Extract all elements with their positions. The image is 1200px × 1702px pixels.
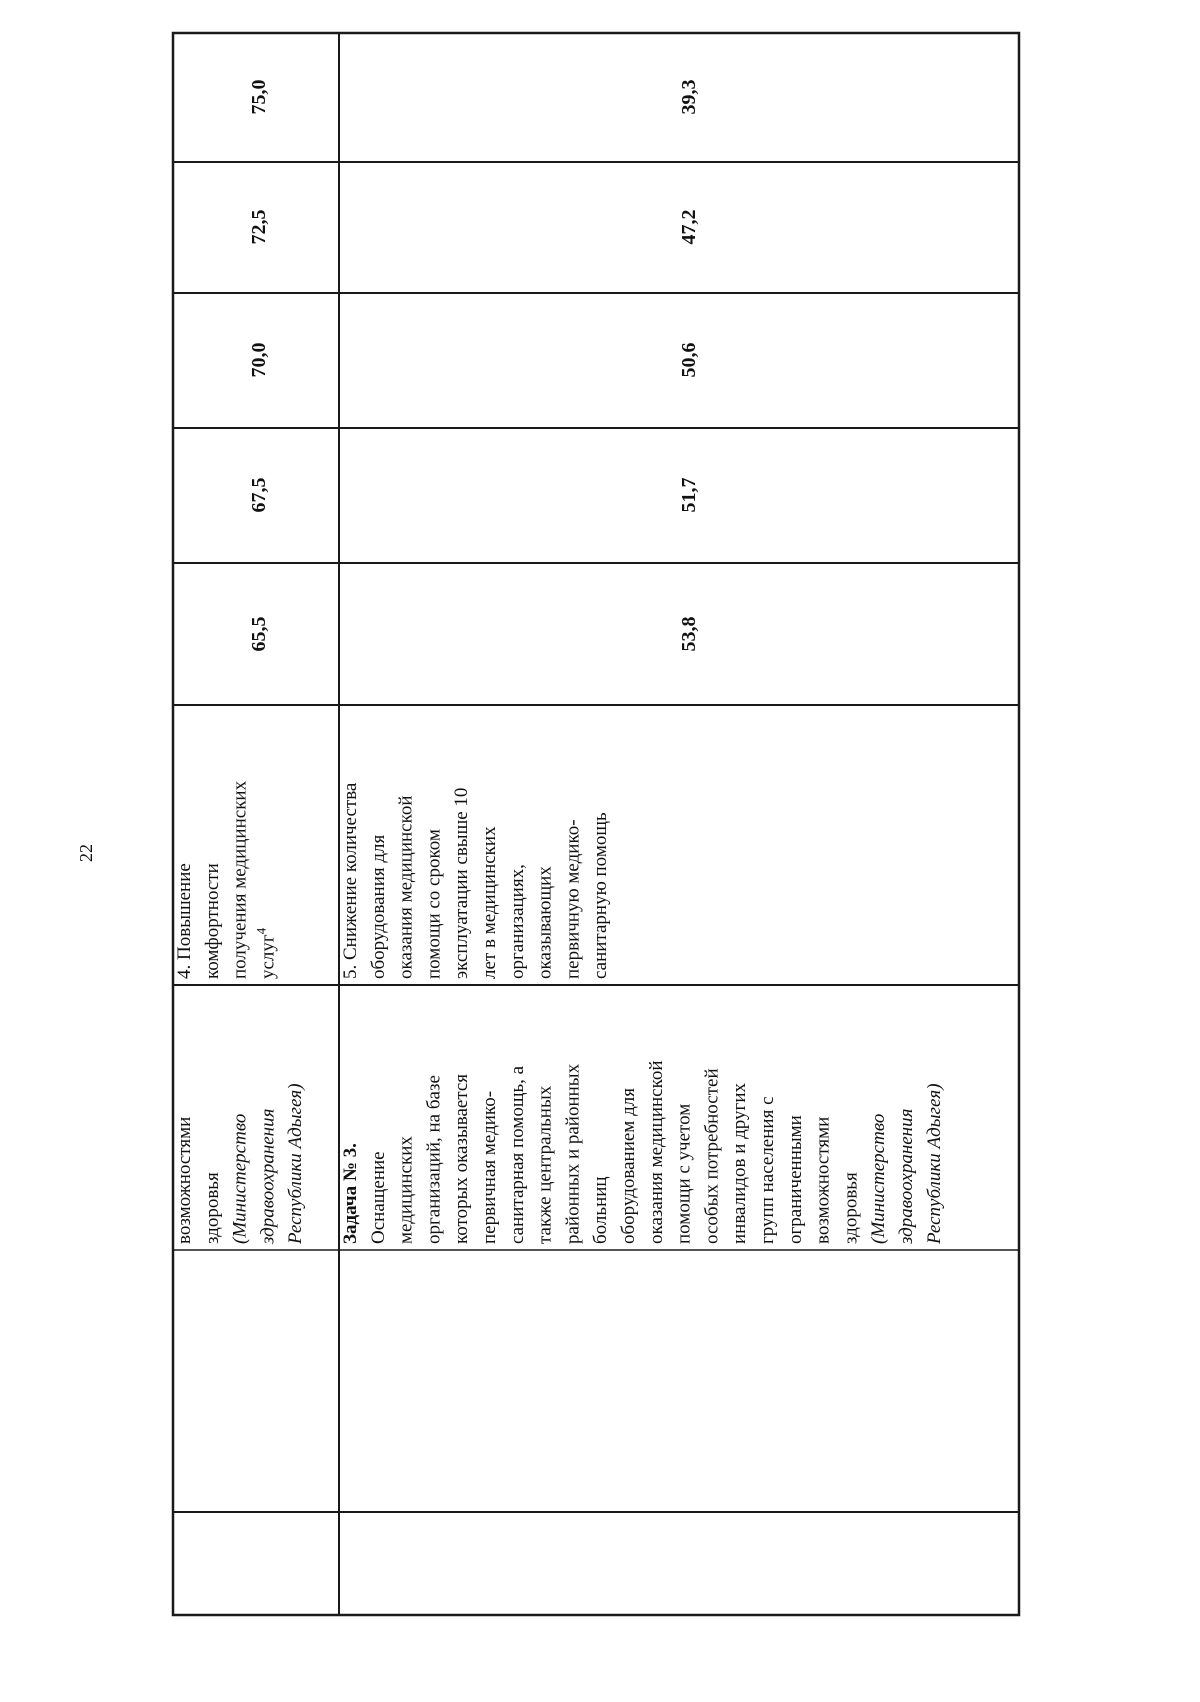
indicator-line: 4. Повышение	[174, 863, 195, 979]
indicator-line: оборудования для	[367, 834, 389, 979]
task-line: Республики Адыгея)	[285, 1083, 307, 1244]
task-line: (Министерство	[868, 1113, 890, 1244]
indicator-line: получения медицинских	[229, 780, 251, 979]
indicator-line: организациях,	[506, 864, 528, 979]
task-line: здравоохранения	[257, 1108, 279, 1244]
task-line: особых потребностей	[701, 1068, 723, 1244]
row1-value-3: 70,0	[248, 342, 270, 378]
task-line: организаций, на базе	[423, 1075, 445, 1244]
task-line: ограниченными	[784, 1115, 806, 1244]
row1-value-2: 67,5	[248, 477, 270, 513]
row1-task-cell	[174, 1083, 306, 1245]
row2-value-4: 47,2	[678, 209, 700, 245]
task-line: здравоохранения	[895, 1108, 917, 1244]
task-line: (Министерство	[229, 1113, 251, 1244]
task-line: санитарная помощь, а	[506, 1065, 528, 1244]
indicator-line: 5. Снижение количества	[340, 782, 361, 979]
task-line: групп населения с	[756, 1096, 778, 1244]
row2-value-2: 51,7	[678, 477, 700, 513]
row2-value-3: 50,6	[678, 342, 700, 378]
row1-value-5: 75,0	[248, 79, 270, 115]
indicator-line: оказания медицинской	[395, 795, 417, 979]
task-line: Задача № 3.	[340, 1143, 361, 1244]
indicator-line: эксплуатации свыше 10	[451, 787, 473, 979]
indicator-line: оказывающих	[534, 866, 556, 979]
row2-value-5: 39,3	[678, 79, 700, 115]
row2-value-1: 53,8	[678, 616, 700, 652]
indicator-line: санитарную помощь	[590, 812, 612, 979]
task-line: инвалидов и других	[729, 1083, 751, 1244]
indicator-line: услуг	[257, 934, 279, 979]
indicator-line: помощи со сроком	[423, 829, 445, 979]
task-line: районных и районных	[562, 1063, 584, 1244]
task-line: здоровья	[201, 1172, 223, 1244]
page-number: 22	[76, 844, 96, 862]
row1-indicator-cell	[174, 780, 278, 979]
task-line: также центральных	[534, 1085, 556, 1244]
task-line: возможностями	[174, 1116, 195, 1244]
task-line: Республики Адыгея)	[923, 1083, 945, 1244]
task-line: медицинских	[395, 1136, 417, 1244]
task-line: которых оказывается	[451, 1073, 473, 1244]
row1-value-4: 72,5	[248, 209, 270, 245]
task-line: возможностями	[812, 1116, 834, 1244]
task-line: первичная медико-	[479, 1090, 500, 1244]
task-line: больниц	[590, 1176, 612, 1244]
task-line: оборудованием для	[618, 1088, 639, 1244]
row1-value-1: 65,5	[248, 616, 270, 652]
task-line: Оснащение	[367, 1151, 389, 1244]
task-line: здоровья	[840, 1172, 862, 1244]
indicator-line: лет в медицинских	[479, 826, 500, 979]
footnote-marker: 4	[253, 927, 269, 935]
task-line: оказания медицинской	[645, 1060, 667, 1244]
task-line: помощи с учетом	[673, 1103, 695, 1244]
indicator-line: комфортности	[201, 863, 223, 979]
row2-task-cell	[340, 1060, 945, 1245]
row2-indicator-cell	[340, 782, 611, 979]
indicator-line: первичную медико-	[562, 819, 584, 979]
